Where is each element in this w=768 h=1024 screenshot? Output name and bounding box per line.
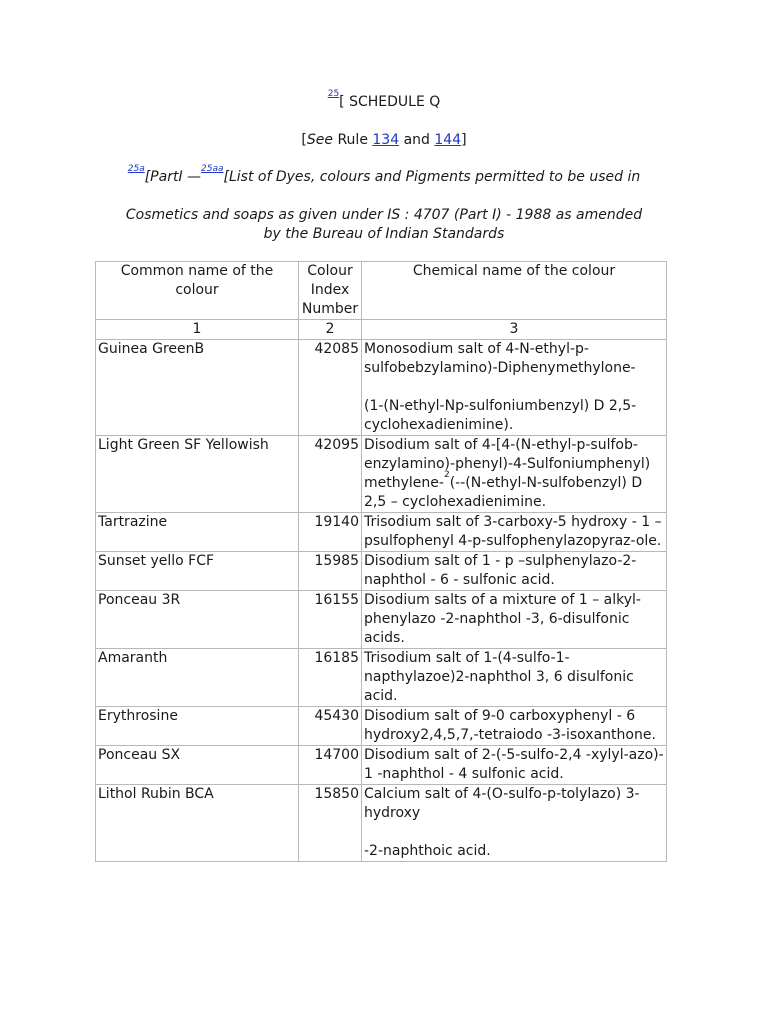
chemical-name-part1: Monosodium salt of 4-N-ethyl-p-sulfobebzylamino)-Diphenymethylone- bbox=[364, 341, 636, 376]
column-number-1: 1 bbox=[96, 320, 299, 340]
colour-name: Ponceau 3R bbox=[96, 591, 299, 649]
and-word: and bbox=[403, 132, 430, 148]
see-rules-line bbox=[0, 131, 768, 149]
colour-name: Lithol Rubin BCA bbox=[96, 785, 299, 862]
table-row bbox=[96, 513, 667, 552]
list-title-line3: by the Bureau of Indian Standards bbox=[263, 226, 505, 242]
table-row bbox=[96, 649, 667, 707]
chemical-name: Trisodium salt of 3-carboxy-5 hydroxy - 1 –psulfophenyl 4-p-sulfophenylazopyraz-ole. bbox=[362, 513, 667, 552]
chemical-name: Disodium salts of a mixture of 1 – alkyl- phenylazo -2-naphthol -3, 6-disulfonic acids. bbox=[362, 591, 667, 649]
colour-index: 45430 bbox=[299, 707, 362, 746]
colour-name: Erythrosine bbox=[96, 707, 299, 746]
table-row bbox=[96, 707, 667, 746]
table-header-row bbox=[96, 262, 667, 320]
chemical-name bbox=[362, 785, 667, 862]
table-column-number-row bbox=[96, 320, 667, 340]
column-number-2: 2 bbox=[299, 320, 362, 340]
table-row bbox=[96, 591, 667, 649]
chemical-name-part2: (--(N-ethyl-N-sulfobenzyl) D 2,5 – cyclohexadienimine. bbox=[364, 475, 643, 510]
table-row bbox=[96, 785, 667, 862]
rule-144-link[interactable]: 144 bbox=[434, 132, 462, 148]
colour-index: 14700 bbox=[299, 746, 362, 785]
bracket-open: [ bbox=[339, 94, 345, 110]
colour-name: Ponceau SX bbox=[96, 746, 299, 785]
chemical-name-part1: Calcium salt of 4-(O-sulfo-p-tolylazo) 3-hydroxy bbox=[364, 786, 640, 821]
dyes-table bbox=[95, 261, 667, 862]
schedule-title: SCHEDULE Q bbox=[349, 94, 441, 110]
table-row bbox=[96, 746, 667, 785]
colour-name: Sunset yello FCF bbox=[96, 552, 299, 591]
header-common-name: Common name of the colour bbox=[96, 262, 299, 320]
schedule-heading bbox=[0, 89, 768, 111]
colour-index: 16185 bbox=[299, 649, 362, 707]
chemical-name: Disodium salt of 2-(-5-sulfo-2,4 -xylyl-azo)- 1 -naphthol - 4 sulfonic acid. bbox=[362, 746, 667, 785]
chemical-name bbox=[362, 340, 667, 436]
see-suffix: ] bbox=[461, 132, 467, 148]
table-row bbox=[96, 552, 667, 591]
header-chemical-name: Chemical name of the colour bbox=[362, 262, 667, 320]
chemical-name-part1: Disodium salt of 4-[4-(N-ethyl-p-sulfob-enzylamino)-phenyl)-4-Sulfoniumphenyl) methylene- bbox=[364, 437, 651, 491]
part-heading bbox=[0, 164, 768, 186]
footnote-25aa-link[interactable]: 25aa bbox=[201, 164, 224, 174]
footnote-25a-link[interactable]: 25a bbox=[127, 164, 145, 174]
colour-name: Tartrazine bbox=[96, 513, 299, 552]
colour-index: 42095 bbox=[299, 436, 362, 513]
chemical-name: Trisodium salt of 1-(4-sulfo-1-napthylazoe)2-naphthol 3, 6 disulfonic acid. bbox=[362, 649, 667, 707]
chemical-name: Disodium salt of 9-0 carboxyphenyl - 6 hydroxy2,4,5,7,-tetraiodo -3-isoxanthone. bbox=[362, 707, 667, 746]
colour-name: Amaranth bbox=[96, 649, 299, 707]
chemical-name bbox=[362, 436, 667, 513]
list-title-line1: [List of Dyes, colours and Pigments permitted to be used in bbox=[223, 169, 641, 185]
chemical-name-superscript: 2 bbox=[443, 470, 450, 480]
chemical-name: Disodium salt of 1 - p –sulphenylazo-2- naphthol - 6 - sulfonic acid. bbox=[362, 552, 667, 591]
header-colour-index: Colour Index Number bbox=[299, 262, 362, 320]
colour-name: Light Green SF Yellowish bbox=[96, 436, 299, 513]
table-row bbox=[96, 436, 667, 513]
column-number-3: 3 bbox=[362, 320, 667, 340]
colour-index: 19140 bbox=[299, 513, 362, 552]
list-title-line2: Cosmetics and soaps as given under IS : 4707 (Part I) - 1988 as amended bbox=[125, 207, 643, 223]
colour-index: 15850 bbox=[299, 785, 362, 862]
chemical-name-part2: -2-naphthoic acid. bbox=[364, 843, 491, 859]
table-row bbox=[96, 340, 667, 436]
footnote-ref-link[interactable]: 25 bbox=[327, 89, 340, 99]
colour-name: Guinea GreenB bbox=[96, 340, 299, 436]
see-prefix: [ bbox=[301, 132, 307, 148]
part-label: [PartI — bbox=[144, 169, 202, 185]
colour-index: 42085 bbox=[299, 340, 362, 436]
colour-index: 16155 bbox=[299, 591, 362, 649]
colour-index: 15985 bbox=[299, 552, 362, 591]
see-word: See bbox=[306, 132, 333, 148]
rule-134-link[interactable]: 134 bbox=[372, 132, 400, 148]
rule-word: Rule bbox=[337, 132, 368, 148]
chemical-name-part2: (1-(N-ethyl-Np-sulfoniumbenzyl) D 2,5-cyclohexadienimine). bbox=[364, 398, 637, 433]
